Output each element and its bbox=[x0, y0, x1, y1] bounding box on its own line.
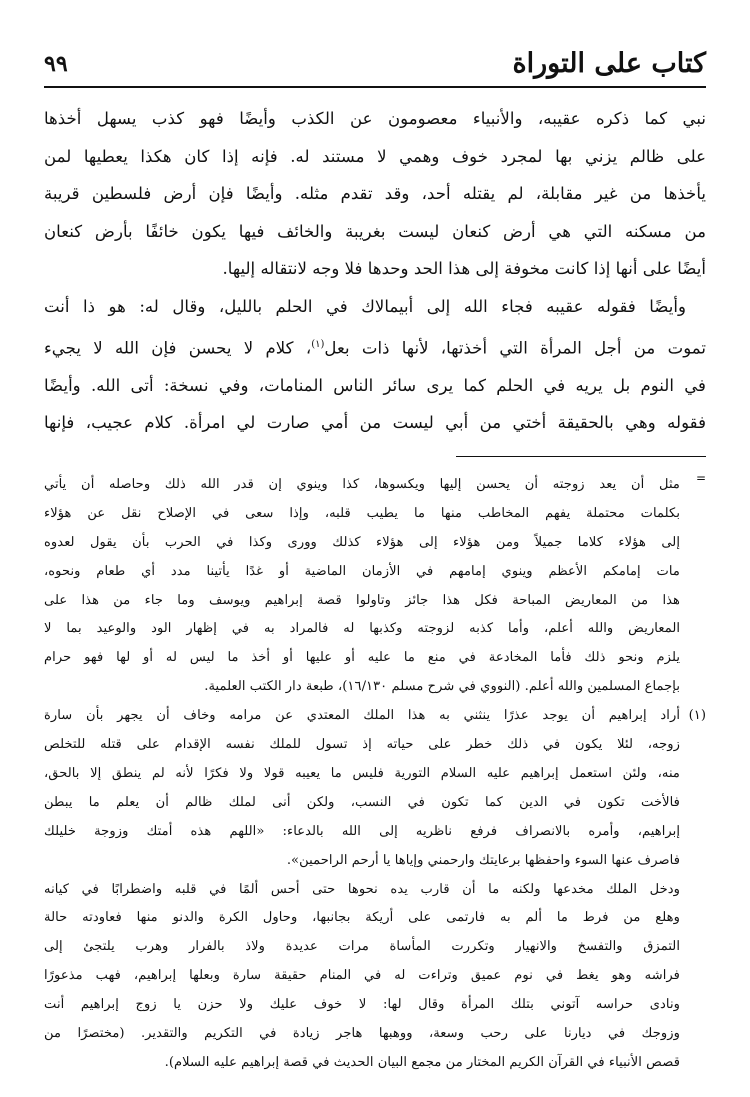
footnote-1 bbox=[44, 702, 706, 1078]
page-number: ٩٩ bbox=[44, 51, 68, 77]
text-line: يأخذها من غير مقابلة، لم يقتله أحد، وقد تقدم مثله. وأيضًا فإن أرض فلسطين قريبة bbox=[44, 184, 706, 204]
book-title: كتاب على التوراة bbox=[512, 48, 706, 79]
footnote-line: إبراهيم، وأمره بالانصراف فرفع ناظريه إلى الله بالدعاء: «اللهم هذه أمتك وزوجة خليلك bbox=[44, 823, 680, 839]
footnote-line: مثل أن يعد زوجته أن يحسن إليها ويكسوها، كذا وينوي إن قدر الله ذلك وحاصله أن يأتي bbox=[44, 476, 680, 492]
footnote-line: بكلمات محتملة يفهم المخاطب منها ما يطيب قلبه، وإذا سعى في الإصلاح نقل عن هؤلاء bbox=[44, 505, 680, 521]
footnote-line: زوجه، لئلا يكون في ذلك خطر على حياته إذ تسول للملك نفسه الإقدام على قتله للتخلص bbox=[44, 737, 680, 753]
footnote-line: أراد إبراهيم أن يوجد عذرًا ينثني به هذا الملك المعتدي عن مرامه وخاف أن يجهر بأن سارة bbox=[44, 708, 680, 724]
text-segment: تموت من أجل المرأة التي أخذتها، لأنها ذات بعل bbox=[324, 338, 706, 358]
footnote-continuation bbox=[44, 471, 706, 702]
footnote-line: مات إمامكم الأعظم وينوي إمامهم في الأزمان الماضية أو غدًا يأتينا مدد أي طعام ونحوه، bbox=[44, 563, 680, 579]
footnote-line: هذا من المعاريض المباحة فكل هذا جائز وتاولوا قصة إبراهيم ويوسف وما جاء من هذا على bbox=[44, 592, 680, 608]
footnote-line: فاصرف عنها السوء واحفظها برعايتك وارحمني وإياها يا أرحم الراحمين». bbox=[286, 852, 680, 868]
page-header bbox=[44, 40, 706, 88]
footnote-line: وزوجك في ديارنا على رحب وسعة، ووهبها هاجر زيادة في التكريم والتقدير. (مختصرًا من bbox=[44, 1026, 680, 1042]
main-text bbox=[44, 100, 706, 442]
footnote-number: (١) bbox=[688, 708, 706, 724]
footnote-line: يلزم ونحو ذلك فأما المخادعة في منع ما عليه أو عليها أو أخذ ما ليس له أو لها فهو حرام bbox=[44, 650, 680, 666]
text-line: وأيضًا فقوله عقيبه فجاء الله إلى أبيمالاك في الحلم بالليل، وقال له: هو ذا أنت bbox=[44, 296, 686, 316]
footnote-line: فراشه وهو يغط في نوم عميق وتراءت له في المنام حقيقة سارة وبعلها إبراهيم، فهب مذعورًا bbox=[44, 968, 680, 984]
text-line: نبي كما ذكره عقيبه، والأنبياء معصومون عن الكذب وأيضًا فهو كذب يسهل أخذها bbox=[44, 109, 706, 128]
text-line bbox=[44, 326, 706, 367]
footnote-line: المعاريض والله أعلم، وأما كذبه لزوجته وكذبها له فالمراد به في إظهار الود والوعيد بما لا bbox=[44, 621, 680, 637]
book-page bbox=[44, 40, 706, 1078]
footnote-line: إلى هؤلاء كلاما جميلاً ومن هؤلاء إلى هؤلاء كذلك وورى وكذا في الحرب بأن يقول لعدوه bbox=[44, 534, 680, 550]
footnote-line: فالأخت تكون في الدين كما تكون في النسب، ولكن أنى لملك ظالم أن يعلم ما يبطن bbox=[44, 794, 680, 810]
text-line: على ظالم يزني بها لمجرد خوف وهمي لا مستند له. فإنه إذا كان هكذا يعطيها لمن bbox=[44, 146, 706, 166]
footnote-line: ودخل الملك مخدعها ولكنه ما أن قارب يده نحوها حتى أحس ألمًا في قلبه واضطرابًا في كيانه bbox=[44, 881, 680, 897]
footnote-line: منه، ولئن استعمل إبراهيم عليه السلام التورية فليس ما يعيبه قولا ولا فكرًا لأنه لم ينطق إلا بالحق، bbox=[44, 765, 680, 781]
footnote-separator bbox=[456, 456, 706, 457]
text-line: أيضًا على أنها إذا كانت مخوفة إلى هذا الحد وحدها فلا وجه لانتقاله إليها. bbox=[222, 259, 706, 279]
text-line: فقوله وهي بالحقيقة أختي من أبي ليست من أمي صارت لي امرأة. كلام عجيب، فإنها bbox=[44, 413, 706, 433]
footnotes bbox=[44, 471, 706, 1078]
text-segment: ، كلام لا يحسن فإن الله لا يجيء bbox=[44, 338, 312, 358]
text-line: من مسكنه التي هي أرض كنعان ليست بغريبة والخائف فيها يكون خائفًا بأرض كنعان bbox=[44, 221, 706, 241]
footnote-line: قصص الأنبياء في القرآن الكريم المختار من مجمع البيان الحديث في قصة إبراهيم عليه السلام). bbox=[164, 1055, 680, 1070]
text-line: في النوم بل يريه في الحلم كما يرى سائر الناس المنامات، وفي نسخة: أتى الله. وأيضًا bbox=[44, 375, 706, 395]
footnote-reference[interactable]: (١) bbox=[311, 338, 325, 350]
footnote-line: وهلع من فرط ما ألم به فارتمى على أريكة بجانبها، وحاول الكرة والدنو منها فعاودته حالة bbox=[44, 910, 680, 926]
footnote-body bbox=[44, 702, 680, 1078]
footnote-line: بإجماع المسلمين والله أعلم. (النووي في شرح مسلم ١٦/١٣٠)، طبعة دار الكتب العلمية. bbox=[204, 679, 680, 695]
footnote-line: التمزق والتفسخ والانهيار وتكررت المأساة مرات عديدة ولاذ بالفرار وهرب يلتجئ إلى bbox=[44, 939, 680, 955]
continuation-mark: = bbox=[695, 470, 706, 485]
footnote-line: ونادى حراسه آتوني بتلك المرأة وقال لها: لا خوف عليك ولا حزن يا زوج إبراهيم أنت bbox=[44, 997, 680, 1013]
